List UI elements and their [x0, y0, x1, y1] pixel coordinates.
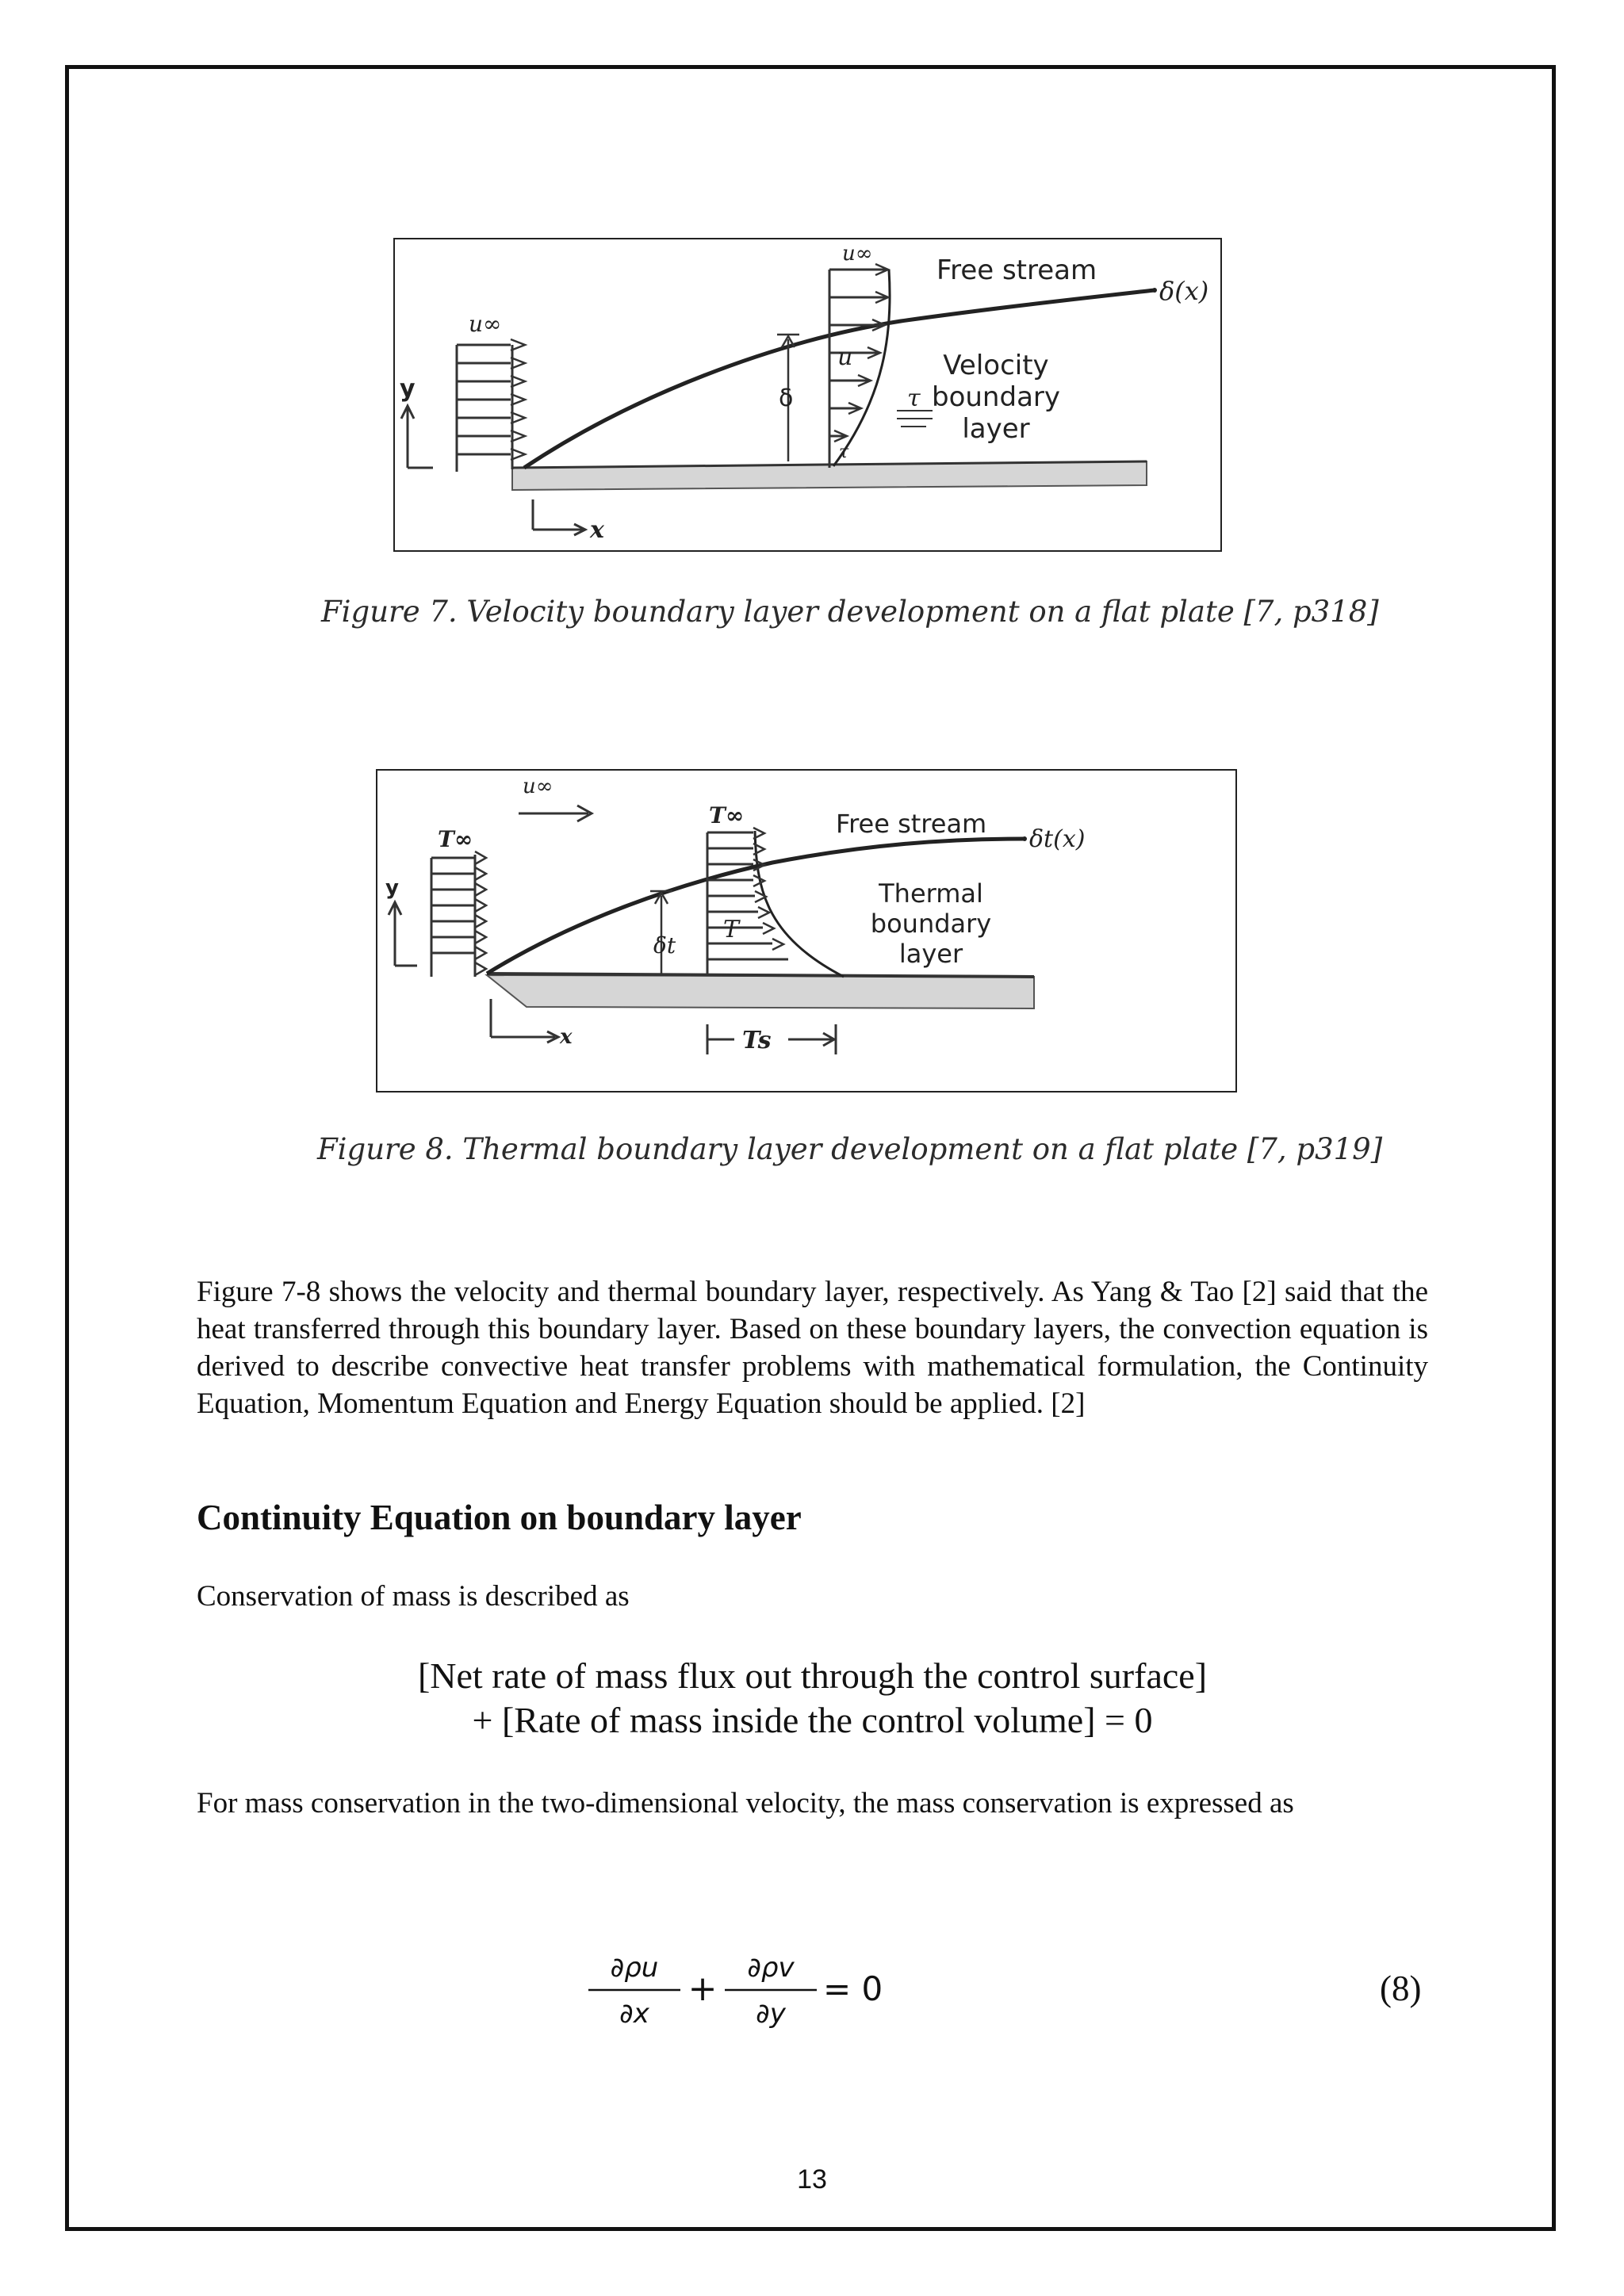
fig8-region-line3: layer: [898, 939, 963, 969]
fig8-delta-t-x: δt(x): [1029, 825, 1086, 853]
fig8-region-line1: Thermal: [879, 878, 983, 909]
fig7-u: u: [837, 343, 853, 371]
conservation-intro: Conservation of mass is described as: [197, 1580, 630, 1613]
fig7-u-inf-left: u∞: [469, 311, 502, 337]
fig8-region-line2: boundary: [870, 909, 992, 939]
figure-7-caption: Figure 7. Velocity boundary layer development on a flat plate [7, p318]: [321, 595, 1379, 629]
fig7-region-line2: boundary: [932, 381, 1060, 413]
fig8-t-inf-left: T∞: [438, 826, 473, 852]
section-heading: Continuity Equation on boundary layer: [197, 1498, 802, 1537]
conservation-statement-line2: + [Rate of mass inside the control volume] = 0: [472, 1700, 1153, 1740]
eq8-num2: ∂ρv: [747, 1952, 795, 1984]
page-number: 13: [797, 2164, 827, 2195]
fig7-tau: τ: [907, 385, 921, 412]
fig7-region-line1: Velocity: [943, 350, 1049, 381]
fig7-u-inf-top: u∞: [842, 242, 873, 266]
fig7-y-label: y: [400, 375, 416, 403]
fig8-u-inf: u∞: [523, 775, 553, 798]
fig8-Ts: Ts: [742, 1027, 772, 1054]
fig7-x-label: x: [590, 516, 604, 544]
fig7-tau-small: τ: [839, 442, 849, 462]
fig8-free-stream: Free stream: [836, 809, 987, 839]
mass-conservation-text: For mass conservation in the two-dimensional velocity, the mass conservation is expressed as: [197, 1787, 1294, 1820]
fig8-t-inf-top: T∞: [709, 802, 745, 828]
eq8-den2: ∂y: [756, 1998, 786, 2030]
eq8-rhs: = 0: [823, 1969, 883, 2008]
equation-8: [579, 1946, 883, 2042]
fig8-x-label: x: [560, 1025, 573, 1049]
eq8-den1: ∂x: [619, 1998, 649, 2030]
conservation-statement-line1: [Net rate of mass flux out through the control surface]: [417, 1655, 1208, 1696]
fig7-free-stream: Free stream: [936, 254, 1097, 286]
fig7-region-line3: layer: [962, 413, 1030, 445]
fig8-y-label: y: [385, 876, 399, 900]
figure-8-caption: Figure 8. Thermal boundary layer development on a flat plate [7, p319]: [317, 1132, 1383, 1166]
figure-7-velocity-boundary-layer: [393, 238, 1222, 552]
fig7-delta-x: δ(x): [1159, 276, 1209, 306]
eq8-num1: ∂ρu: [610, 1952, 659, 1984]
fig7-delta: δ: [779, 385, 794, 412]
eq8-plus: +: [688, 1969, 718, 2009]
equation-8-number: (8): [1380, 1969, 1422, 2008]
fig8-delta-t: δt: [653, 932, 676, 959]
body-paragraph: Figure 7-8 shows the velocity and thermal boundary layer, respectively. As Yang & Tao [2] said that the heat transferred through this boundary layer. Based on these boundary layers, the convection equation is derived to describe convective heat transfer problems with mathematical formulation, the Continuity Equation, Momentum Equation and Energy Equation should be applied. [2]: [197, 1276, 1428, 1420]
figure-8-thermal-boundary-layer: [376, 769, 1237, 1093]
fig8-T: T: [723, 916, 740, 943]
